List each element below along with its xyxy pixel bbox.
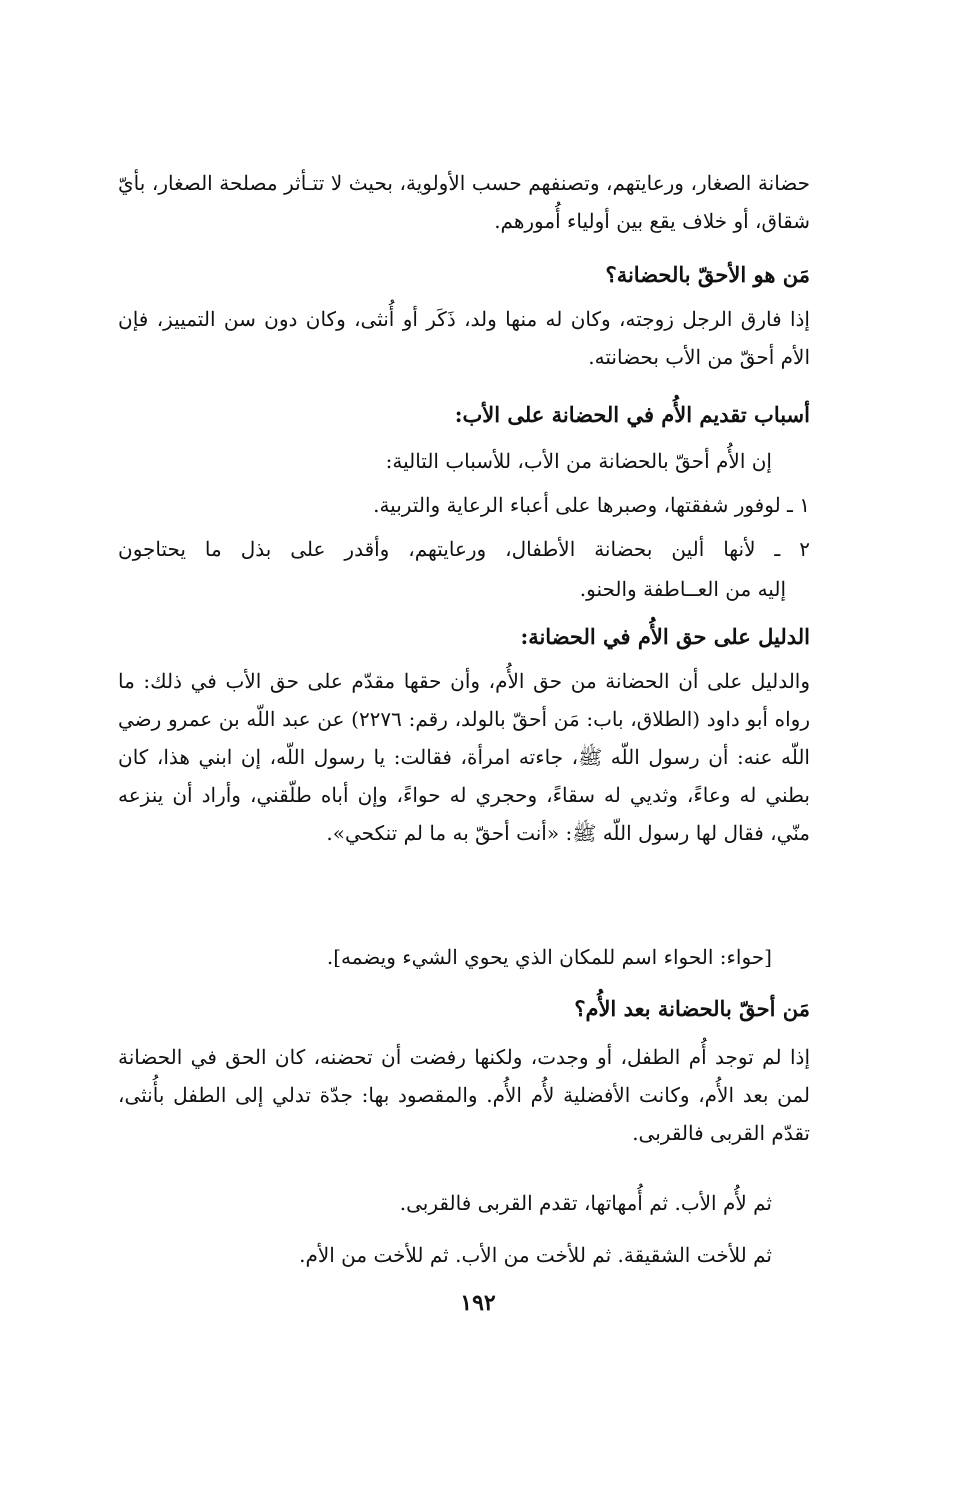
paragraph-evidence-hadith: والدليل على أن الحضانة من حق الأُم، وأن حقها مقدّم على حق الأب في ذلك: ما رواه أبو داود (الطلاق، باب: مَن أحقّ بالولد، رقم: ٢٢٧٦) عن عبد اللّه بن عمرو رضي اللّه عنه: أن رسول اللّه ﷺ، جاءته امرأة، فقالت: يا رسول اللّه، إن ابني هذا، كان بطني له وعاءً، وثديي له سقاءً، وحجري له حواءً، وإن أباه طلّقني، وأراد أن ينزعه منّي، فقال لها رسول اللّه ﷺ: «أنت أحقّ به ما لم تنكحي». [118,669,810,845]
page-number: ١٩٢ [460,1290,496,1316]
heading-who-after-mother: مَن أحقّ بالحضانة بعد الأُم؟ [574,996,810,1021]
list-item-2-line-2: إليه من العــاطفة والحنو. [579,577,786,601]
list-item-1: ١ ـ لوفور شفقتها، وصبرها على أعباء الرعاية والتربية. [373,493,810,517]
heading-reasons-mother-priority: أسباب تقديم الأُم في الحضانة على الأب: [454,402,810,427]
list-item-2-line-1: ٢ ـ لأنها ألين بحضانة الأطفال، ورعايتهم، وأقدر على بذل ما يحتاجون [118,537,810,561]
paragraph-sisters: ثم للأخت الشقيقة. ثم للأخت من الأب. ثم للأخت من الأم. [299,1243,772,1267]
heading-evidence-mother-right: الدليل على حق الأُم في الحضانة: [520,624,810,649]
paragraph-after-mother: إذا لم توجد أُم الطفل، أو وجدت، ولكنها رفضت أن تحضنه، كان الحق في الحضانة لمن بعد الأُم، وكانت الأفضلية لأُم الأُم. والمقصود بها: جدّة تدلي إلى الطفل بأُنثى، تقدّم القربى فالقربى. [118,1045,810,1145]
paragraph-reasons-intro: إن الأُم أحقّ بالحضانة من الأب، للأسباب التالية: [385,449,772,473]
paragraph-fathers-mother: ثم لأُم الأب. ثم أُمهاتها، تقدم القربى فالقربى. [399,1191,772,1215]
paragraph-hawa-definition: [حواء: الحواء اسم للمكان الذي يحوي الشيء ويضمه]. [326,945,772,969]
paragraph-separation [118,300,810,376]
paragraph-separation-text: إذا فارق الرجل زوجته، وكان له منها ولد، ذَكَر أو أُنثى، وكان دون سن التمييز، فإن الأم أحقّ من الأب بحضانته. [118,307,810,369]
heading-who-is-most-entitled: مَن هو الأحقّ بالحضانة؟ [605,262,810,287]
paragraph-custody-intro: حضانة الصغار، ورعايتهم، وتصنفهم حسب الأولوية، بحيث لا تتـأثر مصلحة الصغار، بأيّ شقاق، أو خلاف يقع بين أولياء أُمورهم. [118,171,810,233]
